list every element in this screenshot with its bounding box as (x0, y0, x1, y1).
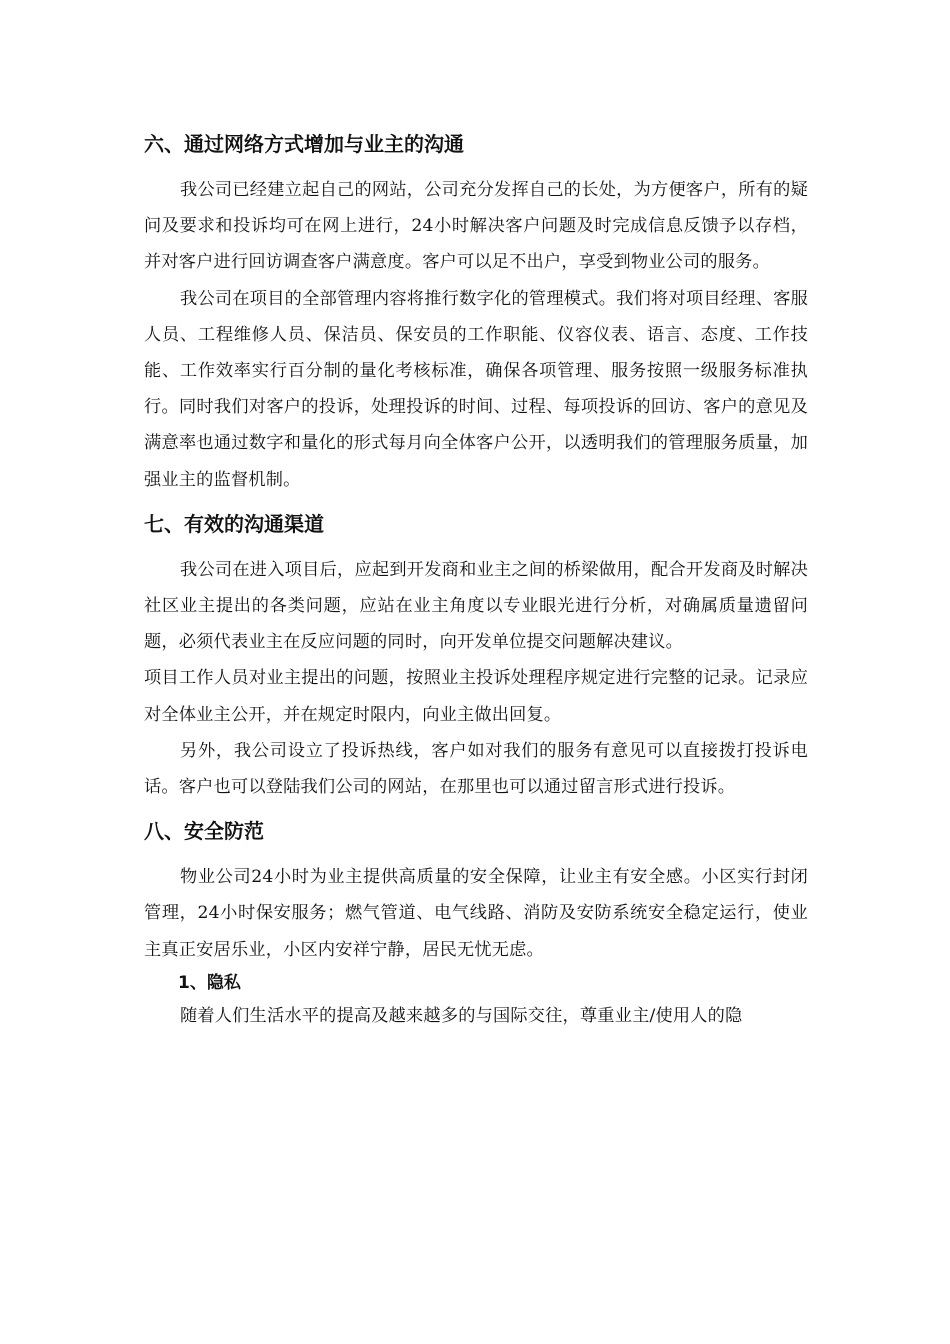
document-body (144, 130, 808, 1034)
section-heading-7: 七、有效的沟通渠道 (144, 511, 324, 536)
paragraph: 我公司在项目的全部管理内容将推行数字化的管理模式。我们将对项目经理、客服人员、工程维修人员、保洁员、保安员的工作职能、仪容仪表、语言、态度、工作技能、工作效率实行百分制的量化考核标准，确保各项管理、服务按照一级服务标准执行。同时我们对客户的投诉，处理投诉的时间、过程、每项投诉的回访、客户的意见及满意率也通过数字和量化的形式每月向全体客户公开，以透明我们的管理服务质量，加强业主的监督机制。 (144, 288, 808, 490)
section-heading-8: 八、安全防范 (144, 819, 264, 844)
paragraph: 另外，我公司设立了投诉热线，客户如对我们的服务有意见可以直接拨打投诉电话。客户也可以登陆我们公司的网站，在那里也可以通过留言形式进行投诉。 (144, 740, 808, 798)
paragraph: 我公司在进入项目后，应起到开发商和业主之间的桥梁做用，配合开发商及时解决社区业主提出的各类问题，应站在业主角度以专业眼光进行分析，对确属质量遗留问题，必须代表业主在反应问题的同时，向开发单位提交问题解决建议。 (144, 559, 808, 653)
paragraph: 我公司已经建立起自己的网站，公司充分发挥自己的长处，为方便客户，所有的疑问及要求和投诉均可在网上进行，24小时解决客户问题及时完成信息反馈予以存档，并对客户进行回访调查客户满意度。客户可以足不出户，享受到物业公司的服务。 (144, 180, 808, 273)
subsection-heading-privacy: 1、隐私 (178, 972, 241, 993)
section-heading-6: 六、通过网络方式增加与业主的沟通 (144, 132, 464, 156)
paragraph: 随着人们生活水平的提高及越来越多的与国际交往，尊重业主/使用人的隐 (180, 1005, 743, 1026)
paragraph: 物业公司24小时为业主提供高质量的安全保障，让业主有安全感。小区实行封闭管理，24小时保安服务；燃气管道、电气线路、消防及安防系统安全稳定运行，使业主真正安居乐业，小区内安祥宁静，居民无忧无虑。 (144, 867, 808, 960)
paragraph: 项目工作人员对业主提出的问题，按照业主投诉处理程序规定进行完整的记录。记录应对全体业主公开，并在规定时限内，向业主做出回复。 (144, 668, 808, 725)
